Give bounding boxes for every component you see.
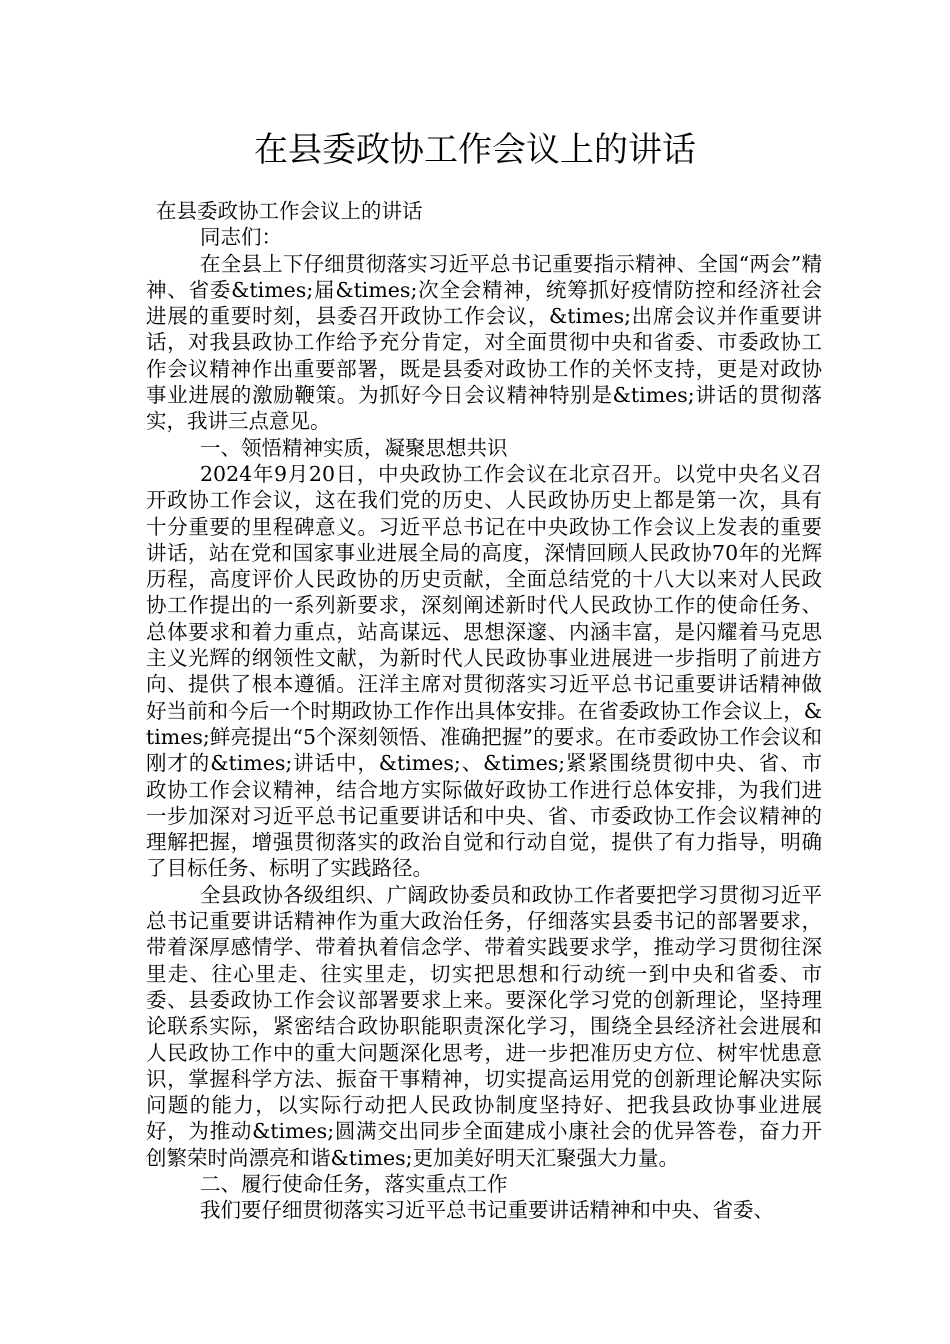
document-body: [146, 198, 822, 1224]
section-heading-2: 二、履行使命任务，落实重点工作: [200, 1171, 508, 1196]
paragraph-section-2-a: 我们要仔细贯彻落实习近平总书记重要讲话精神和中央、省委、: [200, 1198, 774, 1223]
section-heading-1: 一、领悟精神实质，凝聚思想共识: [200, 435, 508, 460]
paragraph-section-1-a: 2024年9月20日，中央政协工作会议在北京召开。以党中央名义召开政协工作会议，这在我们党的历史、人民政协历史上都是第一次，具有十分重要的里程碑意义。习近平总书记在中央政协工作会议上发表的重要讲话，站在党和国家事业进展全局的高度，深情回顾人民政协70年的光辉历程，高度评价人民政协的历史贡献，全面总结党的十八大以来对人民政协工作提出的一系列新要求，深刻阐述新时代人民政协工作的使命任务、总体要求和着力重点，站高谋远、思想深邃、内涵丰富，是闪耀着马克思主义光辉的纲领性文献，为新时代人民政协事业进展进一步指明了前进方向、提供了根本遵循。汪洋主席对贯彻落实习近平总书记重要讲话精神做好当前和今后一个时期政协工作作出具体安排。在省委政协工作会议上，&times;鲜亮提出“5个深刻领悟、准确把握”的要求。在市委政协工作会议和刚才的&times;讲话中，&times;、&times;紧紧围绕贯彻中央、省、市政协工作会议精神，结合地方实际做好政协工作进行总体安排，为我们进一步加深对习近平总书记重要讲话和中央、省、市委政协工作会议精神的理解把握，增强贯彻落实的政治自觉和行动自觉，提供了有力指导，明确了目标任务、标明了实践路径。: [146, 461, 822, 881]
salutation: 同志们：: [200, 225, 282, 250]
paragraph-section-1-b: 全县政协各级组织、广阔政协委员和政协工作者要把学习贯彻习近平总书记重要讲话精神作为重大政治任务，仔细落实县委书记的部署要求，带着深厚感情学、带着执着信念学、带着实践要求学，推动学习贯彻往深里走、往心里走、往实里走，切实把思想和行动统一到中央和省委、市委、县委政协工作会议部署要求上来。要深化学习党的创新理论，坚持理论联系实际，紧密结合政协职能职责深化学习，围绕全县经济社会进展和人民政协工作中的重大问题深化思考，进一步把准历史方位、树牢忧患意识，掌握科学方法、振奋干事精神，切实提高运用党的创新理论解决实际问题的能力，以实际行动把人民政协制度坚持好、把我县政协事业进展好，为推动&times;圆满交出同步全面建成小康社会的优异答卷，奋力开创繁荣时尚漂亮和谐&times;更加美好明天汇聚强大力量。: [146, 882, 822, 1170]
document-subtitle: 在县委政协工作会议上的讲话: [156, 199, 423, 223]
paragraph-intro: 在全县上下仔细贯彻落实习近平总书记重要指示精神、全国“两会”精神、省委&times;届&times;次全会精神，统筹抓好疫情防控和经济社会进展的重要时刻，县委召开政协工作会议，&times;出席会议并作重要讲话，对我县政协工作给予充分肯定，对全面贯彻中央和省委、市委政协工作会议精神作出重要部署，既是县委对政协工作的关怀支持，更是对政协事业进展的激励鞭策。为抓好今日会议精神特别是&times;讲话的贯彻落实，我讲三点意见。: [146, 251, 822, 434]
document-title: 在县委政协工作会议上的讲话: [254, 130, 696, 170]
